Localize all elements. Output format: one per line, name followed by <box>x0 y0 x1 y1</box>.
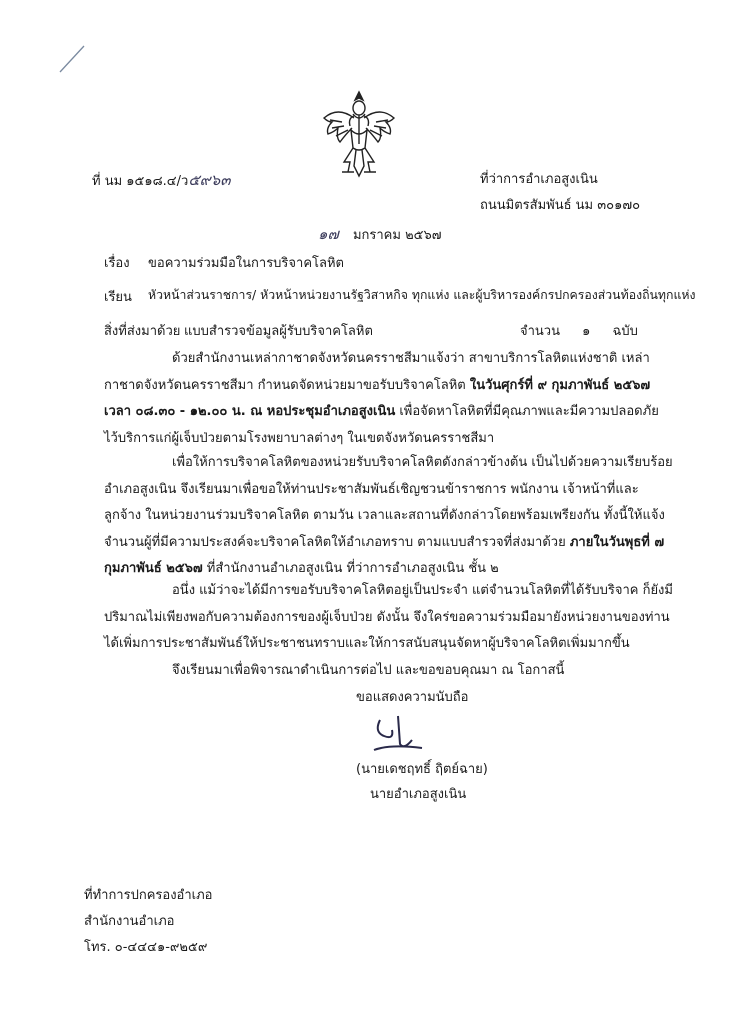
paragraph-1-text-a: ด้วยสำนักงานเหล่ากาชาดจังหวัดนครราชสีมาแจ้งว่า สาขาบริการโลหิตแห่งชาติ เหล่ากาชาดจังหวัดนครราชสีมา กำหนดจัดหน่วยมาขอรับบริจาคโลหิต <box>104 351 650 393</box>
date-day-handwritten: ๑๗ <box>318 225 339 243</box>
document-number-handwritten: ๕๙๖๓ <box>188 171 231 189</box>
subject-label: เรื่อง <box>104 256 130 271</box>
paragraph-2-text-a: เพื่อให้การบริจาคโลหิตของหน่วยรับบริจาคโลหิตดังกล่าวข้างต้น เป็นไปด้วยความเรียบร้อย อำเภอสูงเนิน จึงเรียนมาเพื่อขอให้ท่านประชาสัมพันธ์เชิญชวนข้าราชการ พนักงาน เจ้าหน้าที่และลูกจ้าง ในหน่วยงานร่วมบริจาคโลหิต ตามวัน เวลาและสถานที่ดังกล่าวโดยพร้อมเพรียงกัน ทั้งนี้ให้แจ้งจำนวนผู้ที่มีความประสงค์จะบริจาคโลหิตให้อำเภอทราบ ตามแบบสำรวจที่ส่งมาด้วย <box>104 455 673 550</box>
enclosure-label: สิ่งที่ส่งมาด้วย <box>104 324 181 339</box>
paragraph-2-text-b: ที่สำนักงานอำเภอสูงเนิน ที่ว่าการอำเภอสูงเนิน ชั้น ๒ <box>202 561 499 576</box>
pencil-mark <box>58 44 86 74</box>
document-number-prefix: ที่ นม ๑๕๑๘.๔/ว <box>92 174 189 189</box>
garuda-emblem-icon <box>318 88 400 180</box>
office-address: ถนนมิตรสัมพันธ์ นม ๓๐๑๗๐ <box>480 198 641 213</box>
handwritten-signature <box>370 710 430 756</box>
quantity-value: ๑ <box>582 324 591 339</box>
quantity-label: จำนวน <box>520 324 560 339</box>
body-paragraph-1 <box>104 346 674 452</box>
paragraph-1-text-b: เพื่อจัดหาโลหิตที่มีคุณภาพและมีความปลอดภัย ไว้บริการแก่ผู้เจ็บป่วยตามโรงพยาบาลต่างๆ ในเขตจังหวัดนครราชสีมา <box>104 404 659 446</box>
enclosure-quantity <box>520 320 638 341</box>
signer-title: นายอำเภอสูงเนิน <box>370 787 467 802</box>
enclosure-text: แบบสำรวจข้อมูลผู้รับบริจาคโลหิต <box>184 324 373 339</box>
document-number <box>92 168 230 192</box>
footer-office: สำนักงานอำเภอ <box>84 914 175 929</box>
body-paragraph-2 <box>104 450 674 583</box>
body-paragraph-4: จึงเรียนมาเพื่อพิจารณาดำเนินการต่อไป และขอขอบคุณมา ณ โอกาสนี้ <box>172 663 565 678</box>
subject-text: ขอความร่วมมือในการบริจาคโลหิต <box>148 256 344 271</box>
recipient-text: หัวหน้าส่วนราชการ/ หัวหน้าหน่วยงานรัฐวิสาหกิจ ทุกแห่ง และผู้บริหารองค์กรปกครองส่วนท้องถิ่นทุกแห่ง <box>148 288 696 302</box>
footer-phone: โทร. ๐-๔๔๔๑-๙๒๕๙ <box>84 940 208 955</box>
document-date <box>318 222 442 246</box>
closing-salutation: ขอแสดงความนับถือ <box>356 690 469 705</box>
paragraph-2-deadline: ภายในวันพุธที่ ๗ กุมภาพันธ์ ๒๕๖๗ <box>104 534 665 576</box>
office-name: ที่ว่าการอำเภอสูงเนิน <box>480 172 598 187</box>
recipient-label: เรียน <box>104 290 132 305</box>
footer-department: ที่ทำการปกครองอำเภอ <box>84 888 213 903</box>
signer-name: (นายเดชฤทธิ์ ฤิตย์ฉาย) <box>356 762 488 777</box>
paragraph-1-event-datetime: ในวันศุกร์ที่ ๙ กุมภาพันธ์ ๒๕๖๗ เวลา ๐๘.๓๐ - ๑๒.๐๐ น. ณ หอประชุมอำเภอสูงเนิน <box>104 377 651 419</box>
date-month-year: มกราคม ๒๕๖๗ <box>352 228 442 243</box>
body-paragraph-3: อนึ่ง แม้ว่าจะได้มีการขอรับบริจาคโลหิตอยู่เป็นประจำ แต่จำนวนโลหิตที่ได้รับบริจาค ก็ยังมีปริมาณไม่เพียงพอกับความต้องการของผู้เจ็บป่วย ดังนั้น จึงใคร่ขอความร่วมมือมายังหน่วยงานของท่าน ได้เพิ่มการประชาสัมพันธ์ให้ประชาชนทราบและให้การสนับสนุนจัดหาผู้บริจาคโลหิตเพิ่มมากขึ้น <box>104 583 673 651</box>
quantity-unit: ฉบับ <box>612 324 638 339</box>
